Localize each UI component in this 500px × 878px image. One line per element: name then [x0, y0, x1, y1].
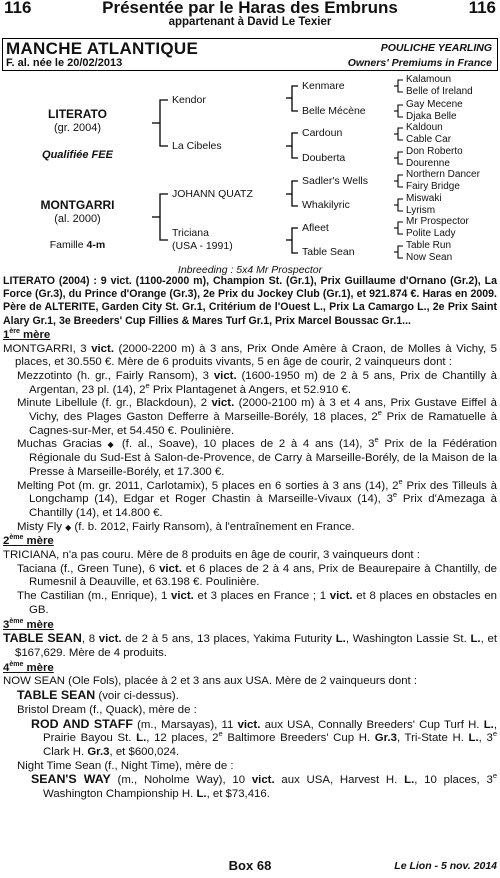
section-heading-4: 4ème mère — [3, 660, 54, 674]
dam-entry: TRICIANA, n'a pas couru. Mère de 8 produits en âge de courir, 3 vainqueurs dont : — [3, 549, 420, 562]
g4-ancestor: Now Sean — [406, 252, 453, 263]
produce-entry: Taciana (f., Green Tune), 6 vict. et 6 places de 2 à 4 ans, Prix de Beaurepaire à Chantilly, de Rumesnil à Deauville, et 63.198 €. Poulinière. — [17, 562, 498, 589]
g4-ancestor: Dourenne — [406, 158, 450, 169]
owner-subtitle: appartenant à David Le Texier — [168, 16, 332, 28]
grandproduce-entry: SEAN'S WAY (m., Noholme Way), 10 vict. aux USA, Harvest H. L., 10 places, 3e Washington Championship H. L., et $73,416. — [31, 771, 497, 801]
sire-sire: Kendor — [172, 94, 206, 106]
g4-ancestor: Polite Lady — [406, 228, 456, 239]
grandproduce-entry: ROD AND STAFF (m., Marsayas), 11 vict. aux USA, Connally Breeders' Cup Turf H. L., Prairie Bayou St. L., 12 places, 2e Baltimore Breeders' Cup H. Gr.3, Tri-State H. L., 3e Clark H. Gr.3, et $600,024. — [31, 716, 497, 758]
diamond-icon: ◆ — [107, 440, 117, 450]
section-heading-2: 2ème mère — [3, 534, 54, 548]
horse-sex: POULICHE YEARLING — [380, 42, 492, 54]
produce-entry: Muchas Gracias ◆ (f. al., Soave), 10 places de 2 à 4 ans (14), 3e Prix de la Fédération Régionale du Sud-Est à Salon-de-Provence, de Carry à Marseille-Borély, de la Maison de la Presse à Marseille-Borély, et 17.300 €. — [17, 435, 497, 478]
g3-ancestor: Table Sean — [302, 246, 355, 258]
g4-ancestor: Fairy Bridge — [406, 181, 460, 192]
page-title: Présentée par le Haras des Embruns — [102, 0, 398, 17]
sire-info: (gr. 2004) — [53, 122, 102, 134]
produce-entry: Night Time Sean (f., Night Time), mère de : — [17, 759, 234, 772]
g4-ancestor: Lyrism — [406, 205, 436, 216]
lot-number-left: 116 — [4, 0, 32, 17]
horse-name: MANCHE ATLANTIQUE — [6, 39, 199, 58]
produce-entry: Minute Libellule (f. gr., Blackdoun), 2 vict. (2000-2100 m) à 3 et 4 ans, Prix Gustave Eiffel à Vichy, des Plages Gaston Defferre à Marseille-Borély, 18 places, 2e Prix de Ramatuelle à Cagnes-sur-Mer, et 54.450 €. Poulinière. — [17, 397, 497, 437]
g3-ancestor: Belle Mécène — [302, 105, 366, 117]
dam-info: (al. 2000) — [54, 213, 101, 225]
dam-dam-info: (USA - 1991) — [172, 240, 233, 252]
g3-ancestor: Sadler's Wells — [302, 175, 368, 187]
sire-qualification: Qualifiée FEE — [42, 149, 113, 161]
g4-ancestor: Gay Mecene — [406, 99, 463, 110]
box-number: Box 68 — [228, 858, 272, 873]
sire-description: LITERATO (2004) : 9 vict. (1100-2000 m), Champion St. (Gr.1), Prix Guillaume d'Ornano (Gr.2), La Force (Gr.3), du Prince d'Orange (Gr.3), 2e Prix du Jockey Club (Gr.1), et 921.874 €. Haras en 2009. Père de ALTERITE, Garden City St. Gr.1, Critérium de l'Ouest L., Prix La Camargo L., 2e Prix Saint Alary Gr.1, 3e Breeders' Cup Fillies & Mares Turf Gr.1, Prix Marcel Boussac Gr.1... — [3, 275, 497, 327]
sale-source: Le Lion - 5 nov. 2014 — [394, 860, 497, 872]
produce-entry: Melting Pot (m. gr. 2011, Carlotamix), 5 places en 6 sorties à 3 ans (14), 2e Prix des Tilleuls à Longchamp (14), Edgar et Roger Chastin à Marseille-Vivaux (14), 3e Prix d'Amezaga à Chantilly (14), et 14.800 €. — [17, 476, 498, 519]
g4-ancestor: Kaldoun — [406, 122, 443, 133]
g4-ancestor: Cable Car — [406, 134, 452, 145]
g3-ancestor: Afleet — [302, 222, 329, 234]
dam-entry: NOW SEAN (Ole Fols), placée à 2 et 3 ans aux USA. Mère de 2 vainqueurs dont : — [3, 675, 418, 688]
section-heading-3: 3ème mère — [3, 617, 54, 631]
sire-name: LITERATO — [48, 107, 107, 121]
produce-entry: Misty Fly ◆ (f. b. 2012, Fairly Ransom), à l'entraînement en France. — [17, 520, 355, 533]
g4-ancestor: Table Run — [406, 240, 452, 251]
lot-number-right: 116 — [468, 0, 496, 17]
sire-dam: La Cibeles — [172, 140, 222, 152]
dam-sire: JOHANN QUATZ — [172, 188, 253, 200]
produce-entry: Bristol Dream (f., Quack), mère de : — [17, 703, 197, 716]
g4-ancestor: Miswaki — [406, 193, 442, 204]
section-heading-1: 1ère mère — [3, 328, 51, 341]
g4-ancestor: Mr Prospector — [406, 216, 469, 227]
produce-entry: Mezzotinto (h. gr., Fairly Ransom), 3 vict. (1600-1950 m) de 2 à 5 ans, Prix de Chantilly à Argentan, 23 pl. (14), 2e Prix Plantagenet à Angers, et 52.910 €. — [17, 369, 497, 396]
dam-entry: MONTGARRI, 3 vict. (2000-2200 m) à 3 ans, Prix Onde Amère à Craon, de Molles à Vichy, 5 places, et 30.550 €. Mère de 6 produits vivants, 5 en âge de courir, 2 vainqueurs dont : — [3, 342, 497, 369]
g4-ancestor: Djaka Belle — [406, 111, 457, 122]
dam-entry: TABLE SEAN, 8 vict. de 2 à 5 ans, 13 places, Yakima Futurity L., Washington Lassie St. L., et $167,629. Mère de 4 produits. — [3, 631, 497, 659]
inbreeding-note: Inbreeding : 5x4 Mr Prospector — [177, 264, 323, 276]
g4-ancestor: Kalamoun — [406, 74, 452, 85]
owners-premiums: Owners' Premiums in France — [347, 57, 492, 69]
dam-dam: Triciana — [172, 227, 209, 239]
g3-ancestor: Whakilyric — [302, 199, 350, 211]
catalogue-text — [3, 275, 497, 802]
g4-ancestor: Belle of Ireland — [406, 86, 473, 97]
g3-ancestor: Kenmare — [302, 80, 345, 92]
g4-ancestor: Don Roberto — [406, 146, 463, 157]
horse-birth: F. al. née le 20/02/2013 — [6, 57, 123, 69]
dam-family: Famille 4-m — [49, 239, 106, 251]
diamond-icon: ◆ — [65, 522, 72, 532]
g4-ancestor: Northern Dancer — [406, 169, 480, 180]
g3-ancestor: Douberta — [302, 152, 346, 164]
g3-ancestor: Cardoun — [302, 127, 343, 139]
dam-name: MONTGARRI — [40, 198, 115, 212]
produce-entry: The Castilian (m., Enrique), 1 vict. et 3 places en France ; 1 vict. et 8 places en obstacles en GB. — [17, 590, 497, 616]
produce-entry: TABLE SEAN (voir ci-dessus). — [17, 688, 179, 703]
